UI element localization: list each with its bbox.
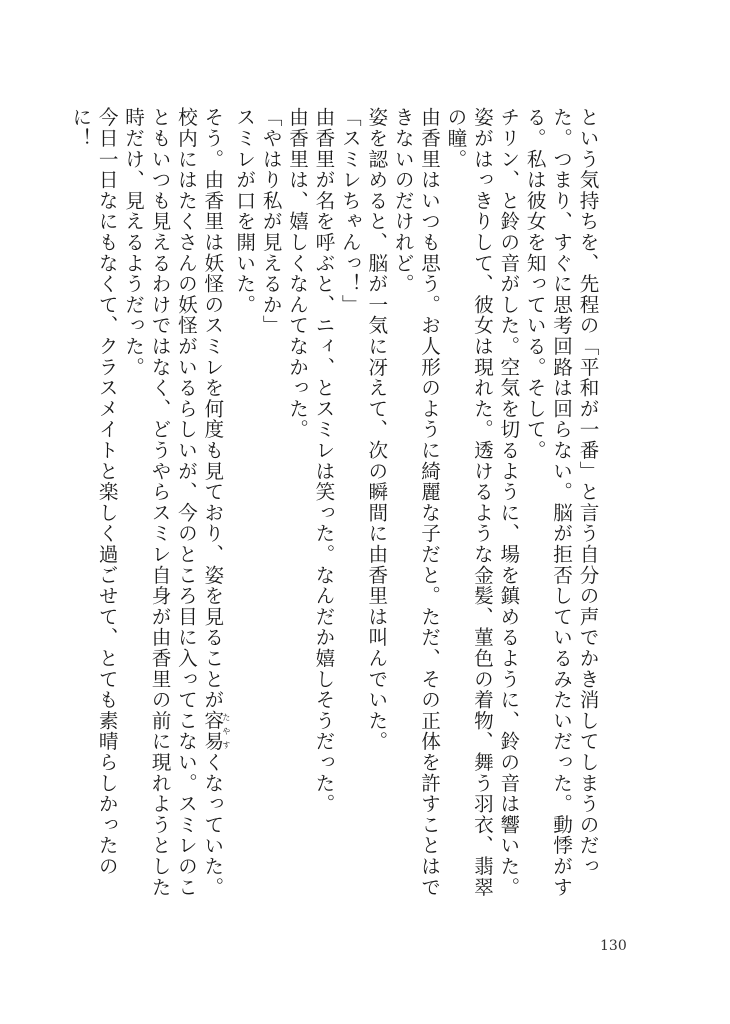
ruby-base: 容易 xyxy=(200,710,224,752)
text-paragraph: スミレが口を開いた。 xyxy=(232,107,256,315)
text-paragraph: 由香里はいつも思う。お人形のように綺麗な子だと。ただ、その正体を許すことはできないのだけれど。 xyxy=(391,107,441,898)
page-number: 130 xyxy=(600,938,627,954)
vertical-text-body xyxy=(68,107,600,917)
text-paragraph: という気持ちを、先程の「平和が一番」と言う自分の声でかき消してしまうのだった。つまり、すぐに思考回路は回らない。脳が拒否しているみたいだった。動悸がする。私は彼女を知っている。そして。 xyxy=(523,107,599,898)
ruby-reading: たやす xyxy=(221,710,231,752)
text-paragraph-with-ruby xyxy=(198,107,230,917)
text-paragraph: 校内にはたくさんの妖怪がいるらしいが、今のところ目に入ってこない。スミレのこともいつも見えるわけではなく、どうやらスミレ自身が由香里の前に現れようとした時だけ、見えるようだった。 xyxy=(121,107,198,898)
dialogue-line: 「やはり私が見えるか」 xyxy=(259,107,283,336)
text-paragraph: 姿を認めると、脳が一気に冴えて、次の瞬間に由香里は叫んでいた。 xyxy=(364,107,388,752)
ruby-annotation xyxy=(200,710,231,752)
ruby-line-before: そう。由香里は妖怪のスミレを何度も見ており、姿を見ることが xyxy=(200,107,224,711)
text-paragraph: 姿がはっきりして、彼女は現れた。透けるような金髪、菫色の着物、舞う羽衣、翡翠の瞳。 xyxy=(443,107,494,898)
ruby-line-after: くなっていた。 xyxy=(200,751,224,898)
text-paragraph: 由香里が名を呼ぶと、ニィ、とスミレは笑った。なんだか嬉しそうだった。 xyxy=(311,107,335,815)
text-paragraph: 今日一日なにもなくて、クラスメイトと楽しく過ごせて、とても素晴らしかったのに！ xyxy=(68,107,119,877)
text-paragraph: 由香里は、嬉しくなんてなかった。 xyxy=(285,107,309,440)
dialogue-line: 「スミレちゃんっ！」 xyxy=(338,107,362,315)
text-paragraph: チリン、と鈴の音がした。空気を切るように、場を鎮めるように、鈴の音は響いた。 xyxy=(496,107,520,898)
